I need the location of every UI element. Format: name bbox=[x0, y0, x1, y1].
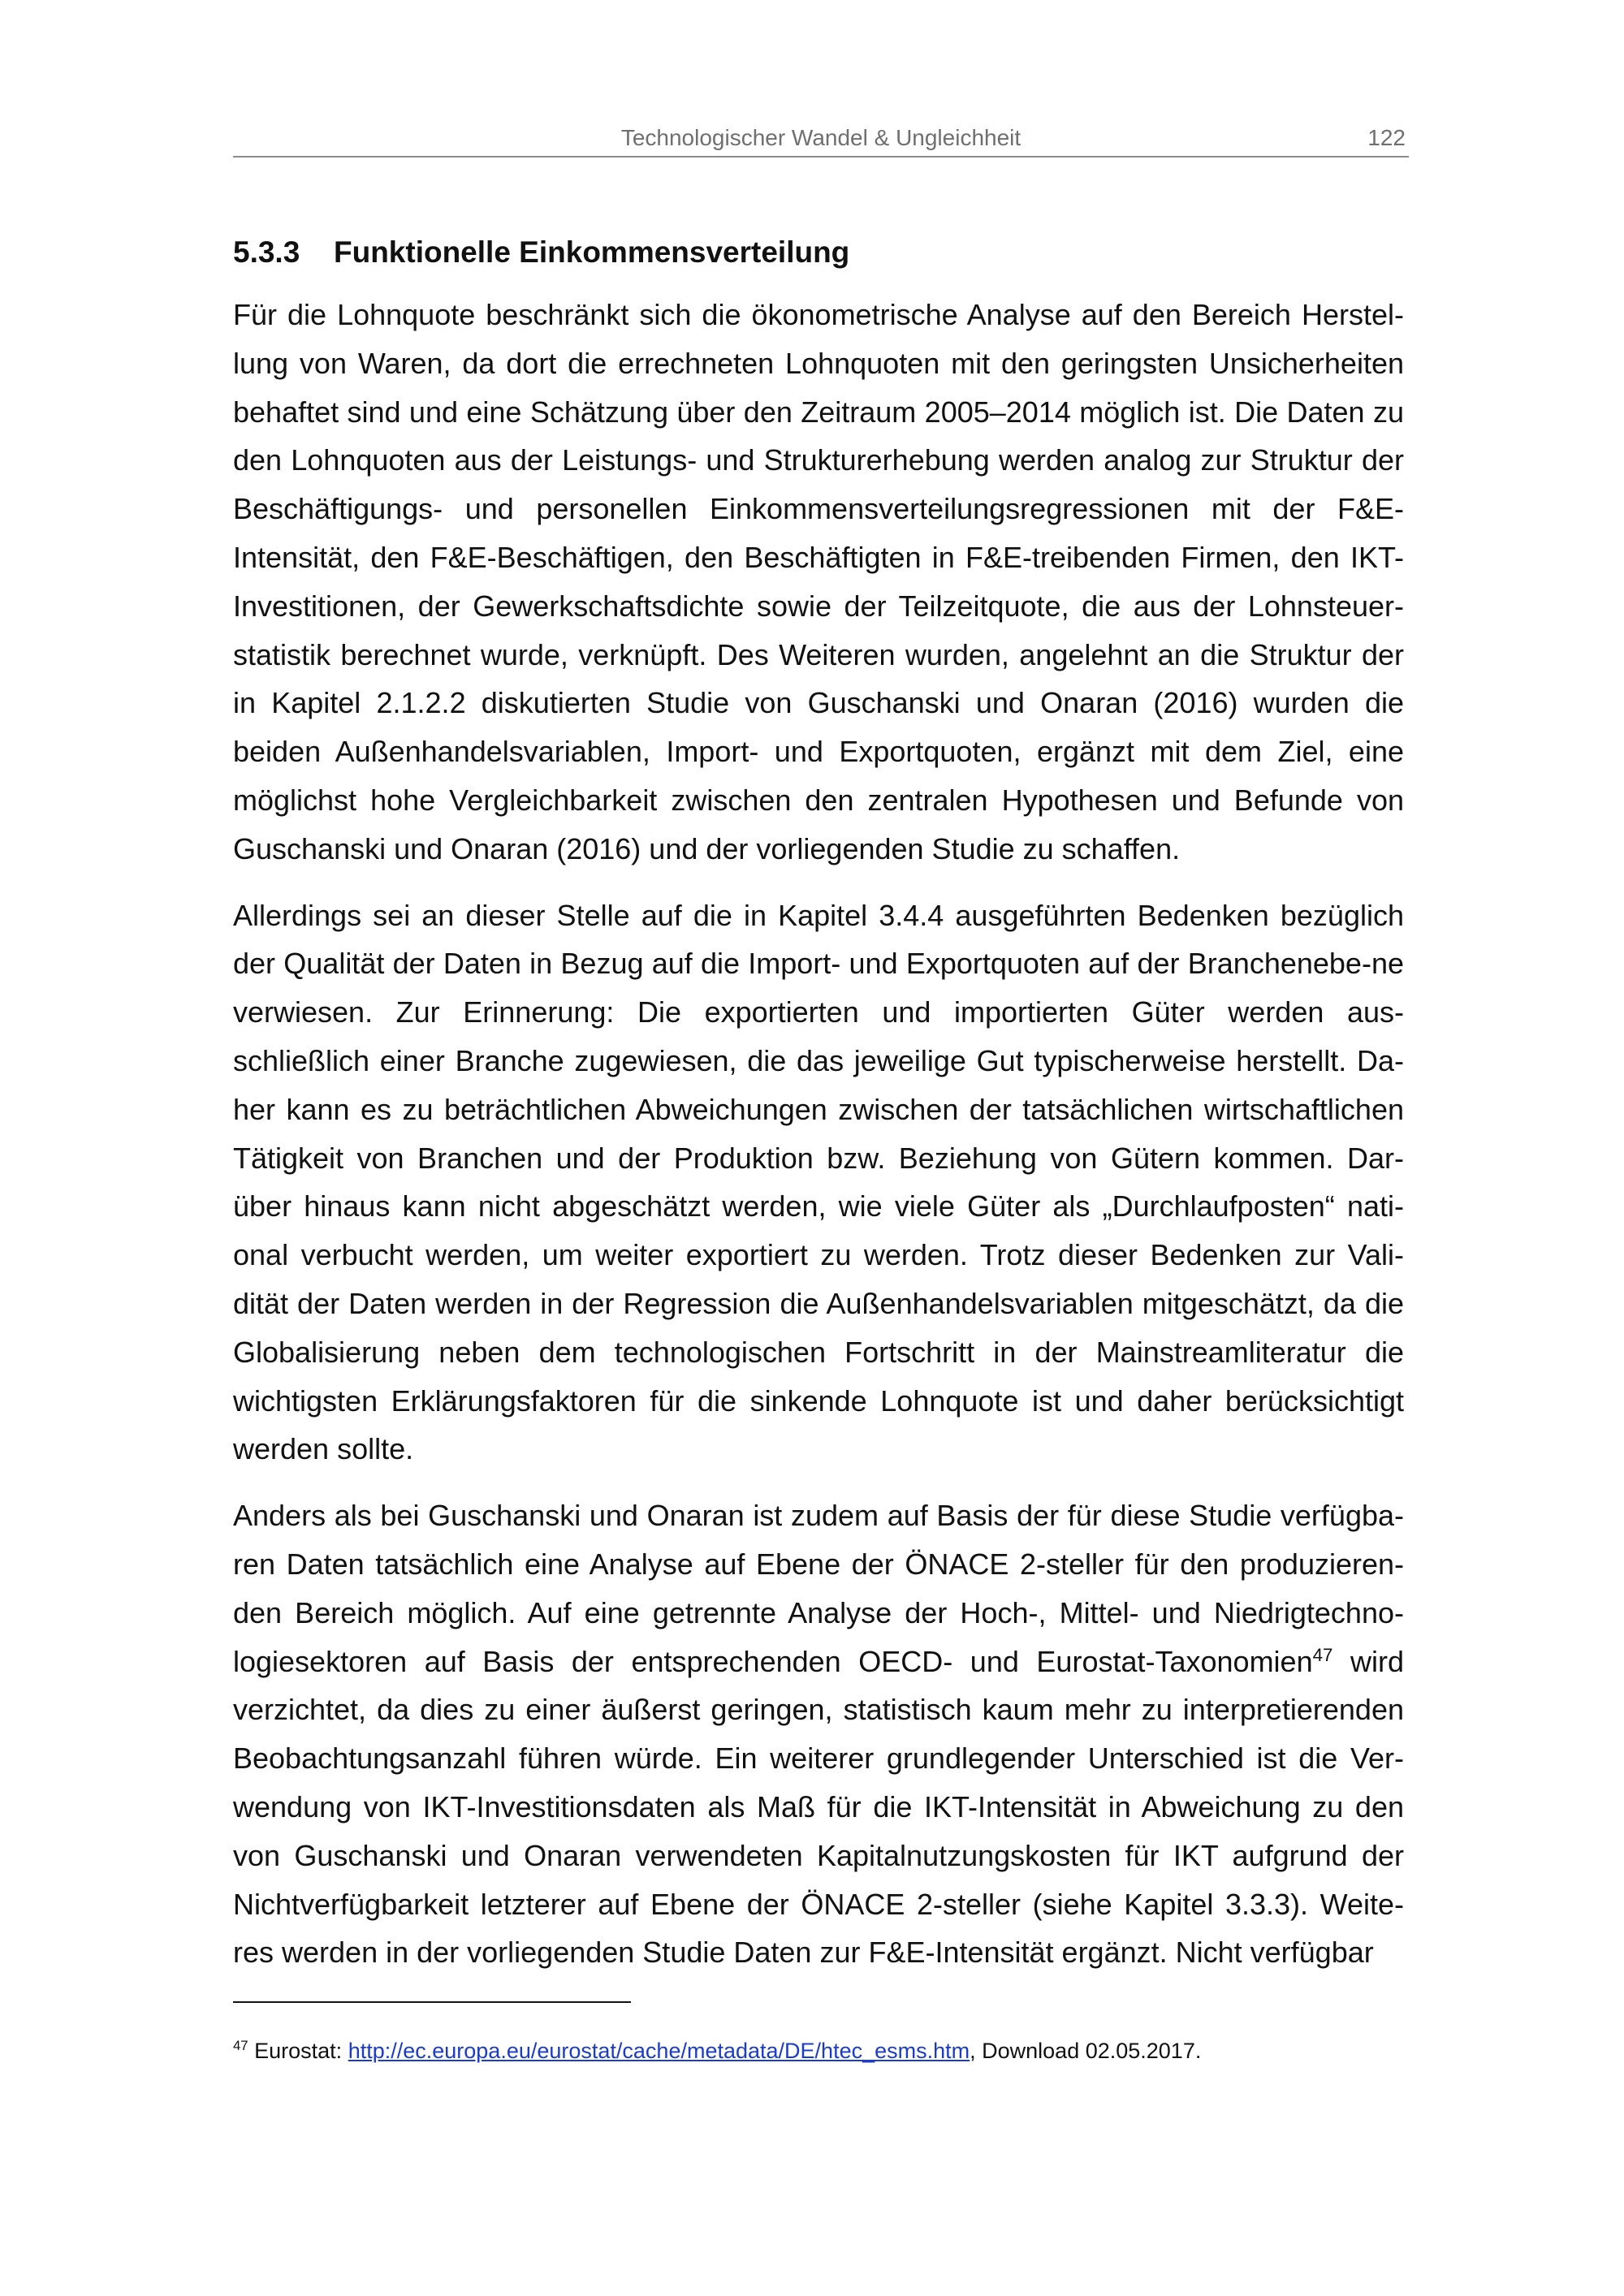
paragraph-1: Für die Lohnquote beschränkt sich die ökonometrische Analyse auf den Bereich Herstel-lung von Waren, da dort die errechneten Lohnquoten mit den geringsten Unsicherheiten behaftet sind und eine Schätzung über den Zeitraum 2005–2014 möglich ist. Die Daten zu den Lohnquoten aus der Leistungs- und Strukturerhebung werden analog zur Struktur der Beschäftigungs- und personellen Einkommensverteilungsregressionen mit der F&E-Intensität, den F&E-Beschäftigen, den Beschäftigten in F&E-treibenden Firmen, den IKT-Investitionen, der Gewerkschaftsdichte sowie der Teilzeitquote, die aus der Lohnsteuer-statistik berechnet wurde, verknüpft. Des Weiteren wurden, angelehnt an die Struktur der in Kapitel 2.1.2.2 diskutierten Studie von Guschanski und Onaran (2016) wurden die beiden Außenhandelsvariablen, Import- und Exportquoten, ergänzt mit dem Ziel, eine möglichst hohe Vergleichbarkeit zwischen den zentralen Hypothesen und Befunde von Guschanski und Onaran (2016) und der vorliegenden Studie zu schaffen. bbox=[233, 298, 1404, 865]
running-header bbox=[233, 123, 1409, 158]
paragraph-3 bbox=[233, 1491, 1404, 1977]
header-title: Technologischer Wandel & Ungleichheit bbox=[620, 125, 1021, 150]
body-text bbox=[233, 291, 1404, 1995]
footnote-link[interactable]: http://ec.europa.eu/eurostat/cache/metadata/DE/htec_esms.htm bbox=[348, 2039, 970, 2063]
footnote-47 bbox=[233, 2036, 1201, 2065]
section-number: 5.3.3 bbox=[233, 235, 300, 269]
footnote-suffix: , Download 02.05.2017. bbox=[970, 2039, 1202, 2063]
section-heading bbox=[233, 235, 849, 270]
paragraph-3-text-end: wird verzichtet, da dies zu einer äußerst geringen, statistisch kaum mehr zu interpretierenden Beobachtungsanzahl führen würde. Ein weiterer grundlegender Unterschied ist die Ver-wendung von IKT-Investitionsdaten als Maß für die IKT-Intensität in Abweichung zu den von Guschanski und Onaran verwendeten Kapitalnutzungskosten für IKT aufgrund der Nichtverfügbarkeit letzterer auf Ebene der ÖNACE 2-steller (siehe Kapitel 3.3.3). Weite-res werden in der vorliegenden Studie Daten zur F&E-Intensität ergänzt. Nicht verfügbar bbox=[233, 1644, 1404, 1970]
footnote-separator bbox=[233, 2001, 631, 2003]
footnote-label: Eurostat: bbox=[248, 2039, 348, 2063]
paragraph-3-text-start: Anders als bei Guschanski und Onaran ist zudem auf Basis der für diese Studie verfügba-ren Daten tatsächlich eine Analyse auf Ebene der ÖNACE 2-steller für den produzieren-den Bereich möglich. Auf eine getrennte Analyse der Hoch-, Mittel- und Niedrigtechno-logiesektoren auf Basis der entsprechenden OECD- und Eurostat-Taxonomien bbox=[233, 1499, 1404, 1678]
section-title: Funktionelle Einkommensverteilung bbox=[334, 235, 850, 269]
paragraph-2: Allerdings sei an dieser Stelle auf die in Kapitel 3.4.4 ausgeführten Bedenken bezüglich der Qualität der Daten in Bezug auf die Import- und Exportquoten auf der Branchenebe-ne verwiesen. Zur Erinnerung: Die exportierten und importierten Güter werden aus-schließlich einer Branche zugewiesen, die das jeweilige Gut typischerweise herstellt. Da-her kann es zu beträchtlichen Abweichungen zwischen der tatsächlichen wirtschaftlichen Tätigkeit von Branchen und der Produktion bzw. Beziehung von Gütern kommen. Dar-über hinaus kann nicht abgeschätzt werden, wie viele Güter als „Durchlaufposten“ nati-onal verbucht werden, um weiter exportiert zu werden. Trotz dieser Bedenken zur Vali-dität der Daten werden in der Regression die Außenhandelsvariablen mitgeschätzt, da die Globalisierung neben dem technologischen Fortschritt in der Mainstreamliteratur die wichtigsten Erklärungsfaktoren für die sinkende Lohnquote ist und daher berücksichtigt werden sollte. bbox=[233, 898, 1404, 1466]
page-number: 122 bbox=[1367, 125, 1406, 150]
footnote-reference[interactable]: 47 bbox=[1312, 1644, 1333, 1665]
footnote-number: 47 bbox=[233, 2038, 248, 2053]
